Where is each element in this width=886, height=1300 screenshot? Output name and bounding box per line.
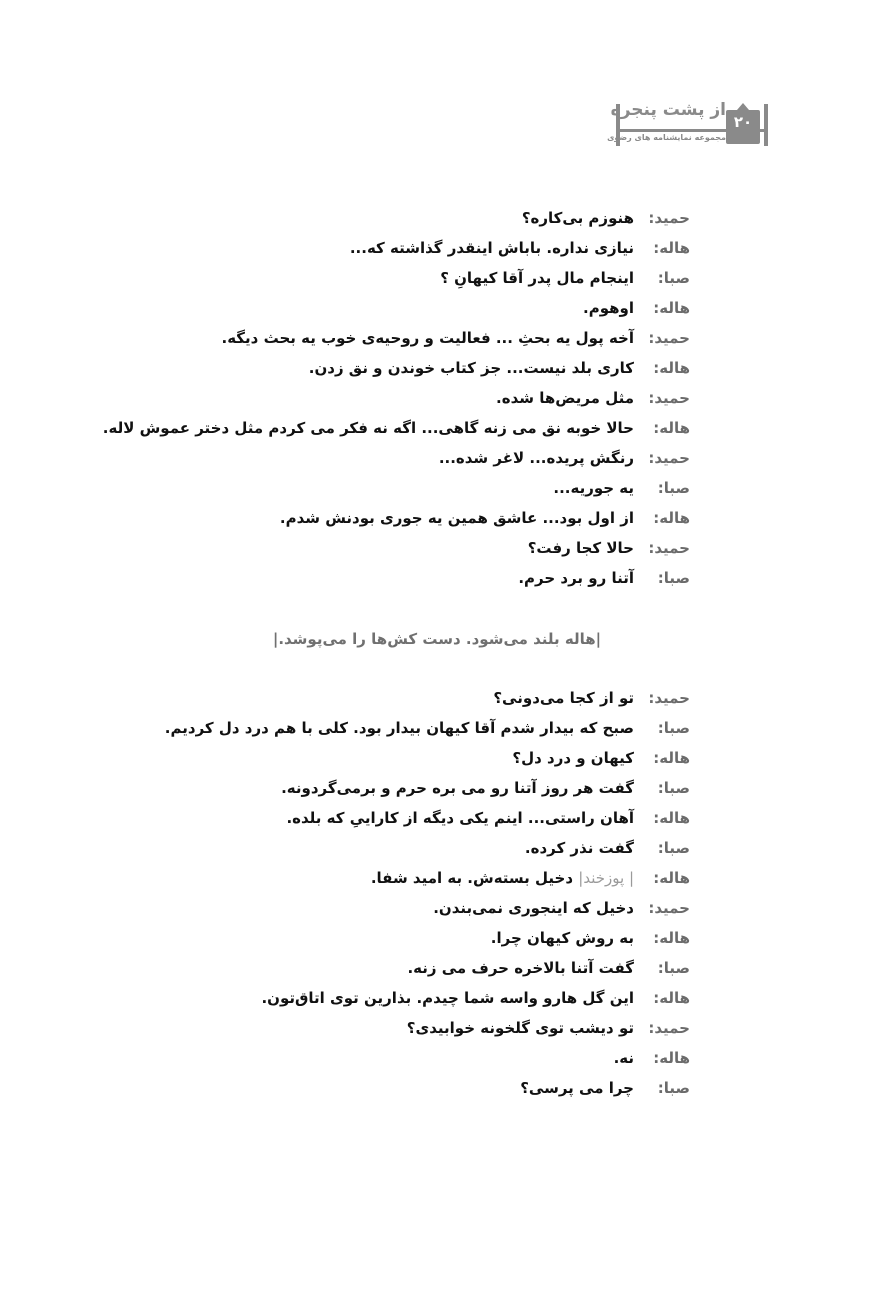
speaker-name: حمید: [648, 329, 690, 347]
speech-text: اوهوم. [583, 299, 634, 317]
speaker-name: حمید: [648, 899, 690, 917]
speech-text: حالا کجا رفت؟ [527, 539, 634, 557]
speaker-name: هاله: [653, 869, 690, 887]
dialogue-line [439, 443, 690, 473]
speech-text: از اول بود... عاشق همین یه جوری بودنش شدم. [279, 509, 634, 527]
dialogue-line [525, 833, 690, 863]
speaker-name: حمید: [648, 1019, 690, 1037]
speaker-name: هاله: [653, 929, 690, 947]
speech-text: دخیل که اینجوری نمی‌بندن. [433, 899, 634, 917]
dialogue-line [309, 353, 690, 383]
speech-text: مثل مریض‌ها شده. [496, 389, 634, 407]
speaker-name: صبا: [657, 959, 690, 977]
speech-text: حالا خوبه نق می زنه گاهی... اگه نه فکر می کردم مثل دختر عموش لاله. [102, 419, 634, 437]
series-subtitle: مجموعه نمایشنامه های رضوی [607, 133, 726, 142]
dialogue-line [407, 1013, 690, 1043]
dialogue-line [522, 203, 690, 233]
speech-text: تو دیشب توی گلخونه خوابیدی؟ [406, 1019, 634, 1037]
speaker-name: هاله: [653, 1049, 690, 1067]
speaker-name: حمید: [648, 689, 690, 707]
speaker-name: حمید: [648, 209, 690, 227]
dialogue-line [520, 1073, 690, 1103]
dialogue-line [553, 473, 690, 503]
speech-text: چرا می پرسی؟ [520, 1079, 634, 1097]
dialogue-line [165, 713, 690, 743]
dialogue-line [281, 773, 690, 803]
speaker-name: صبا: [657, 269, 690, 287]
dialogue-line [286, 803, 690, 833]
dialogue-line [261, 983, 690, 1013]
header-right-bar [764, 104, 768, 146]
dialogue-line [222, 323, 691, 353]
speech-text: یه جوریه... [553, 479, 634, 497]
speaker-name: هاله: [653, 509, 690, 527]
speaker-name: صبا: [657, 479, 690, 497]
dialogue-line [103, 413, 690, 443]
dialogue-line [496, 383, 690, 413]
speech-text: گفت نذر کرده. [524, 839, 634, 857]
dialogue-line [407, 953, 690, 983]
speech-text: کاری بلد نیست... جز کتاب خوندن و نق زدن. [308, 359, 634, 377]
dialogue-line [440, 263, 690, 293]
speech-text: دخیل بسته‌ش. به امید شفا. [370, 869, 579, 887]
speaker-name: صبا: [657, 839, 690, 857]
aside-direction: | پوزخند| [578, 869, 634, 887]
speaker-name: هاله: [653, 989, 690, 1007]
speech-text: آتنا رو برد حرم. [518, 569, 634, 587]
dialogue-line [433, 893, 690, 923]
dialogue-line [371, 863, 690, 893]
dialogue-line [350, 233, 690, 263]
speech-text: آهان راستی... اینم یکی دیگه از کاراییِ که بلده. [286, 809, 634, 827]
speech-text: صبح که بیدار شدم آقا کیهان بیدار بود. کلی با هم درد دل کردیم. [164, 719, 634, 737]
speech-text: آخه پول یه بحثِ ... فعالیت و روحیه‌ی خوب یه بحث دیگه. [221, 329, 634, 347]
speech-text: هنوزم بی‌کاره؟ [521, 209, 634, 227]
speech-text: تو از کجا می‌دونی؟ [493, 689, 634, 707]
speaker-name: هاله: [653, 359, 690, 377]
page-number: ۲۰ [733, 113, 753, 131]
speech-text: گفت هر روز آتنا رو می بره حرم و برمی‌گردونه. [281, 779, 634, 797]
dialogue-line [491, 923, 690, 953]
speech-text: این گل هارو واسه شما چیدم. بذارین توی اتاق‌تون. [261, 989, 634, 1007]
speaker-name: هاله: [653, 299, 690, 317]
speech-text: گفت آتنا بالاخره حرف می زنه. [407, 959, 634, 977]
speaker-name: صبا: [657, 1079, 690, 1097]
dialogue-line [280, 503, 690, 533]
speaker-name: حمید: [648, 389, 690, 407]
speaker-name: صبا: [657, 569, 690, 587]
speaker-name: هاله: [653, 419, 690, 437]
speech-text: اینجام مال پدر آقا کیهانِ ؟ [440, 269, 634, 287]
speech-text: رنگش پریده... لاغر شده... [438, 449, 634, 467]
speech-text: نه. [613, 1049, 634, 1067]
speaker-name: حمید: [648, 449, 690, 467]
dialogue-line [493, 683, 690, 713]
dialogue-line [583, 293, 690, 323]
speaker-name: حمید: [648, 539, 690, 557]
stage-direction-text: |هاله بلند می‌شود. دست کش‌ها را می‌پوشد.| [272, 630, 602, 648]
speaker-name: هاله: [653, 749, 690, 767]
book-title: از پشت پنجره [610, 100, 726, 120]
dialogue-line [528, 533, 690, 563]
speech-text: کیهان و درد دل؟ [512, 749, 634, 767]
dialogue-line [512, 743, 690, 773]
page-number-badge [724, 100, 762, 146]
stage-direction [0, 624, 886, 654]
dialogue-line [518, 563, 690, 593]
speech-text: به روش کیهان چرا. [490, 929, 634, 947]
speaker-name: هاله: [653, 239, 690, 257]
speaker-name: صبا: [657, 719, 690, 737]
book-header [607, 100, 772, 148]
speaker-name: صبا: [657, 779, 690, 797]
dialogue-line [614, 1043, 690, 1073]
speaker-name: هاله: [653, 809, 690, 827]
speech-text: نیازی نداره. باباش اینقدر گذاشته که... [349, 239, 634, 257]
